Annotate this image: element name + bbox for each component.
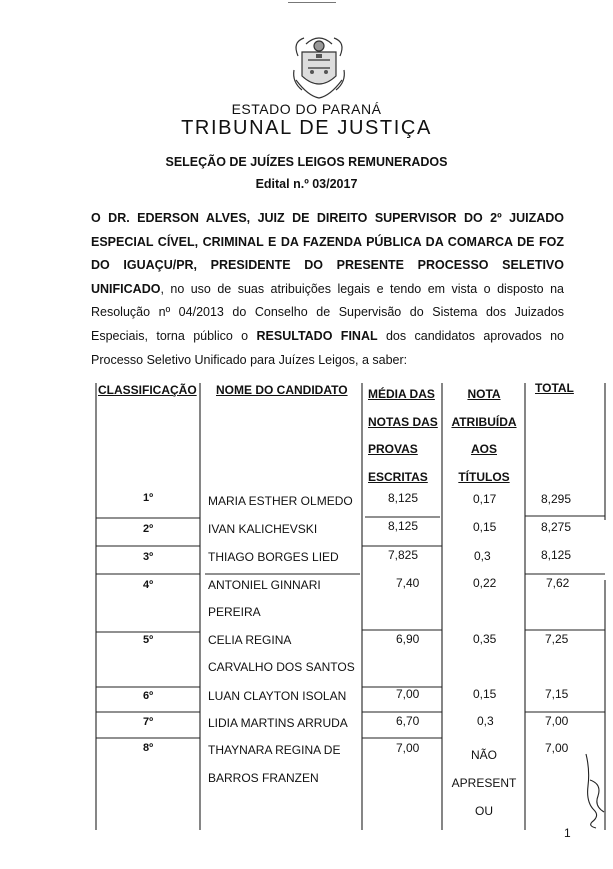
header-titles-line: TÍTULOS <box>458 469 510 484</box>
avg-cell: 7,825 <box>388 548 419 562</box>
titles-cell: 0,22 <box>473 576 497 590</box>
selection-title: SELEÇÃO DE JUÍZES LEIGOS REMUNERADOS <box>165 155 448 169</box>
header-titles-line: AOS <box>470 442 497 456</box>
name-cell: THAYNARA REGINA DE <box>208 743 341 757</box>
titles-cell: 0,15 <box>473 687 497 701</box>
avg-cell: 6,70 <box>396 714 420 728</box>
edital-number: Edital n.º 03/2017 <box>255 177 358 191</box>
total-cell: 7,25 <box>545 632 569 646</box>
titles-cell: 0,3 <box>477 714 494 728</box>
header-rank: CLASSIFICAÇÃO <box>98 383 197 397</box>
name-cell: MARIA ESTHER OLMEDO <box>208 494 353 508</box>
header-avg-line: NOTAS DAS <box>368 414 438 429</box>
avg-cell: 7,00 <box>396 687 420 701</box>
name-cell: ANTONIEL GINNARI <box>208 578 321 592</box>
name-cell-continued: PEREIRA <box>208 605 261 619</box>
header-name: NOME DO CANDIDATO <box>216 383 348 397</box>
titles-cell: 0,17 <box>473 492 497 506</box>
name-cell-continued: BARROS FRANZEN <box>208 771 319 785</box>
name-cell: LIDIA MARTINS ARRUDA <box>208 716 348 730</box>
name-cell: IVAN KALICHEVSKI <box>208 522 318 536</box>
header-avg-line: MÉDIA DAS <box>368 387 435 401</box>
page-number: 1 <box>564 826 571 840</box>
intro-text-2: dos candidatos aprovados no Processo Seletivo Unificado para Juízes Leigos, a saber: <box>91 328 564 367</box>
intro-paragraph <box>91 207 564 372</box>
header-titles-line: NOTA <box>467 387 501 401</box>
handwritten-signature-icon <box>580 750 610 830</box>
name-cell: LUAN CLAYTON ISOLAN <box>208 689 347 703</box>
rank-cell: 3º <box>143 551 154 563</box>
avg-cell: 8,125 <box>388 491 419 505</box>
total-cell: 7,00 <box>545 741 569 755</box>
total-cell: 8,125 <box>541 548 572 562</box>
intro-text-1: , no uso de suas atribuições legais e tendo em vista o disposto na Resolução nº 04/2013 do Conselho de Supervisão do Sistema dos Juizados Especiais, torna público o <box>91 281 564 343</box>
rank-cell: 2º <box>143 523 154 535</box>
rank-cell: 4º <box>143 579 154 591</box>
name-cell: CELIA REGINA <box>208 633 292 647</box>
avg-cell: 8,125 <box>388 519 419 533</box>
name-cell: THIAGO BORGES LIED <box>208 550 339 564</box>
rank-cell: 5º <box>143 634 154 646</box>
total-cell: 7,00 <box>545 714 569 728</box>
titles-cell-line: APRESENT <box>451 776 517 790</box>
top-scan-mark <box>288 2 336 5</box>
name-cell-continued: CARVALHO DOS SANTOS <box>208 660 355 674</box>
total-cell: 8,275 <box>541 520 572 534</box>
intro-result-label: RESULTADO FINAL <box>256 328 378 343</box>
titles-cell-line: NÃO <box>470 748 497 762</box>
total-cell: 8,295 <box>541 492 572 506</box>
avg-cell: 7,40 <box>396 576 420 590</box>
titles-cell <box>444 741 524 825</box>
rank-cell: 8º <box>143 742 154 754</box>
titles-cell: 0,35 <box>473 632 497 646</box>
coat-of-arms-icon <box>288 30 350 102</box>
total-cell: 7,62 <box>546 576 570 590</box>
header-total: TOTAL <box>535 381 574 395</box>
titles-cell: 0,15 <box>473 520 497 534</box>
state-name: ESTADO DO PARANÁ <box>231 101 382 117</box>
court-name: TRIBUNAL DE JUSTIÇA <box>181 117 432 139</box>
avg-cell: 6,90 <box>396 632 420 646</box>
header-avg-line: PROVAS <box>368 442 418 456</box>
total-cell: 7,15 <box>545 687 569 701</box>
titles-cell-line: OU <box>475 804 493 818</box>
rank-cell: 6º <box>143 690 154 702</box>
header-avg-line: ESCRITAS <box>368 469 428 484</box>
header-titles <box>444 381 524 491</box>
rank-cell: 7º <box>143 716 154 728</box>
header-avg <box>368 381 438 491</box>
header-titles-line: ATRIBUÍDA <box>451 414 517 429</box>
titles-cell: 0,3 <box>474 549 491 563</box>
rank-cell: 1º <box>143 492 154 504</box>
avg-cell: 7,00 <box>396 741 420 755</box>
intro-bold-part: O DR. EDERSON ALVES, JUIZ DE DIREITO SUPERVISOR DO 2º JUIZADO ESPECIAL CÍVEL, CRIMINAL E DA FAZENDA PÚBLICA DA COMARCA DE FOZ DO IGUAÇU/PR, PRESIDENTE DO PRESENTE PROCESSO SELETIVO UNIFICADO <box>91 211 564 296</box>
